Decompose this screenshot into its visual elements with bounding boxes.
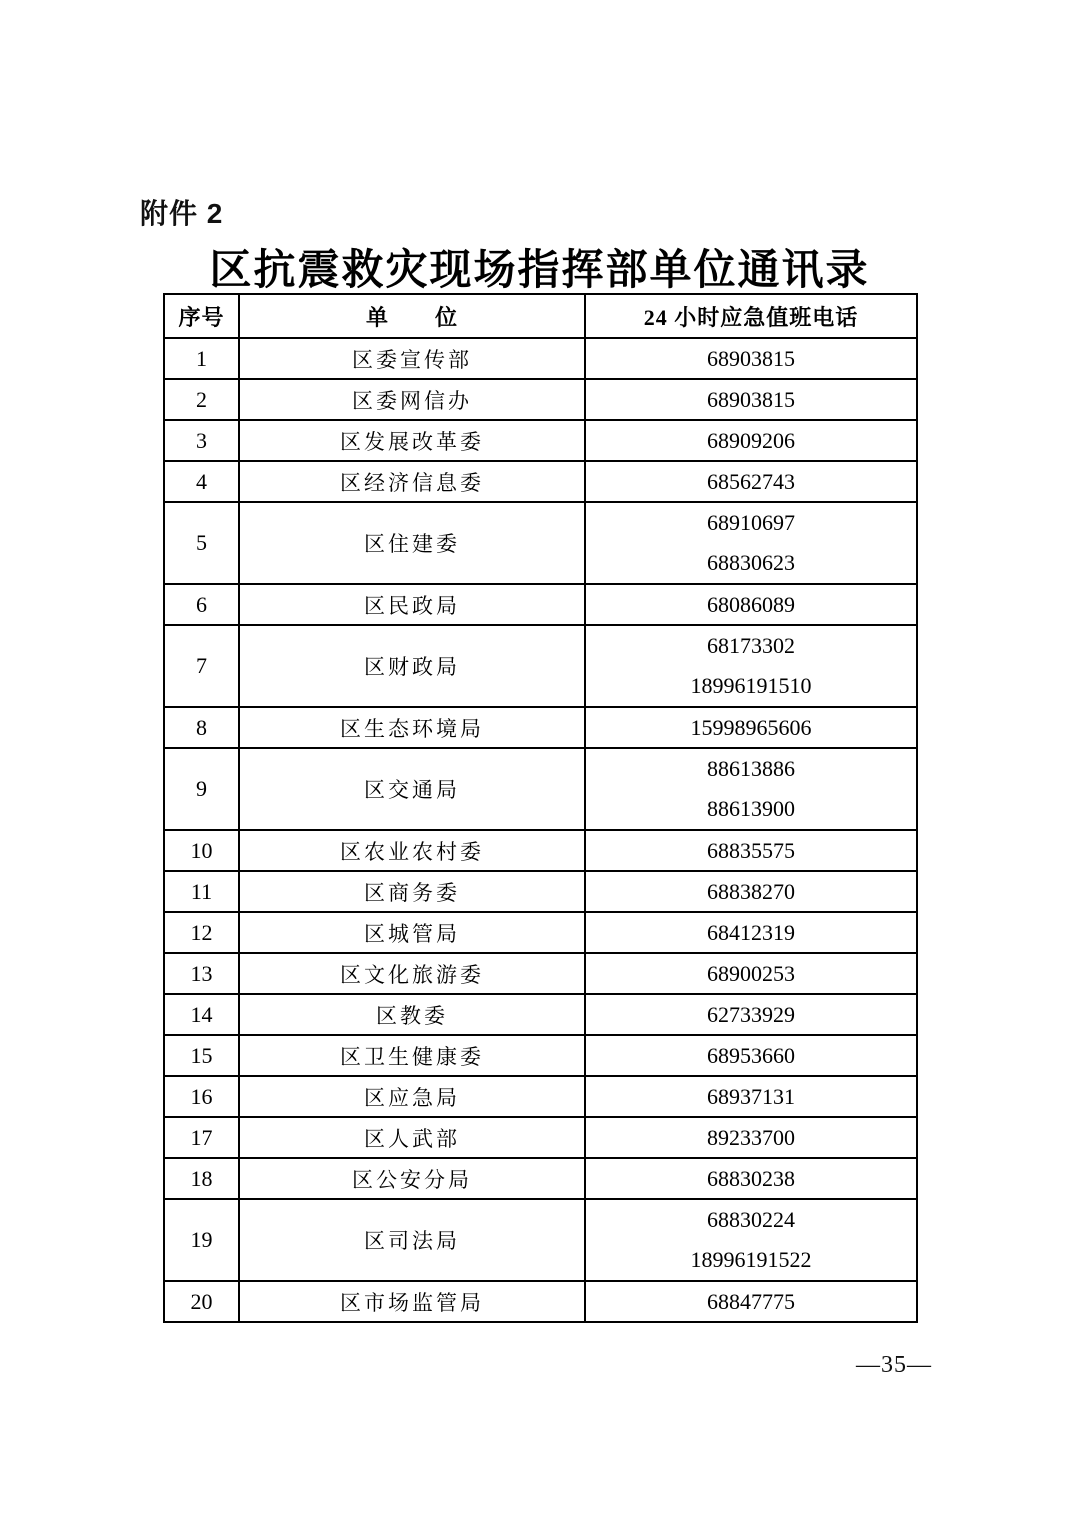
serial-number-cell: 12 bbox=[164, 912, 239, 953]
unit-name-cell: 区人武部 bbox=[239, 1117, 585, 1158]
phone-number: 68903815 bbox=[707, 346, 795, 371]
header-serial-number: 序号 bbox=[164, 294, 239, 338]
phone-number: 68900253 bbox=[707, 961, 795, 986]
unit-name-cell: 区公安分局 bbox=[239, 1158, 585, 1199]
serial-number-cell: 8 bbox=[164, 707, 239, 748]
unit-name-cell: 区委网信办 bbox=[239, 379, 585, 420]
table-row bbox=[164, 584, 917, 625]
phone-number: 68953660 bbox=[707, 1043, 795, 1068]
phone-number: 68086089 bbox=[707, 592, 795, 617]
table-row bbox=[164, 625, 917, 707]
table-row bbox=[164, 338, 917, 379]
serial-number-cell: 17 bbox=[164, 1117, 239, 1158]
unit-name-cell: 区发展改革委 bbox=[239, 420, 585, 461]
phone-cell bbox=[585, 502, 917, 584]
table-row bbox=[164, 1158, 917, 1199]
serial-number-cell: 11 bbox=[164, 871, 239, 912]
phone-cell bbox=[585, 379, 917, 420]
phone-number: 68835575 bbox=[707, 838, 795, 863]
phone-cell bbox=[585, 830, 917, 871]
unit-name-cell: 区生态环境局 bbox=[239, 707, 585, 748]
unit-name-cell: 区教委 bbox=[239, 994, 585, 1035]
unit-name-cell: 区民政局 bbox=[239, 584, 585, 625]
phone-number: 89233700 bbox=[707, 1125, 795, 1150]
unit-name-cell: 区司法局 bbox=[239, 1199, 585, 1281]
page-title: 区抗震救灾现场指挥部单位通讯录 bbox=[209, 248, 870, 294]
phone-cell bbox=[585, 1281, 917, 1322]
table-row bbox=[164, 871, 917, 912]
table-row bbox=[164, 420, 917, 461]
serial-number-cell: 7 bbox=[164, 625, 239, 707]
phone-number: 68937131 bbox=[707, 1084, 795, 1109]
unit-name-cell: 区住建委 bbox=[239, 502, 585, 584]
table-row bbox=[164, 707, 917, 748]
table-row bbox=[164, 1199, 917, 1281]
phone-number: 68903815 bbox=[707, 387, 795, 412]
phone-number: 68412319 bbox=[707, 920, 795, 945]
table-row bbox=[164, 461, 917, 502]
serial-number-cell: 3 bbox=[164, 420, 239, 461]
header-emergency-phone: 24 小时应急值班电话 bbox=[585, 294, 917, 338]
attachment-label: 附件 2 bbox=[140, 198, 224, 229]
page-number: —35— bbox=[856, 1352, 932, 1378]
table-row bbox=[164, 748, 917, 830]
table-row bbox=[164, 1281, 917, 1322]
serial-number-cell: 16 bbox=[164, 1076, 239, 1117]
phone-number: 18996191510 bbox=[690, 673, 812, 698]
contact-table bbox=[163, 293, 918, 1323]
phone-cell bbox=[585, 1199, 917, 1281]
unit-name-cell: 区市场监管局 bbox=[239, 1281, 585, 1322]
table-row bbox=[164, 830, 917, 871]
unit-name-cell: 区应急局 bbox=[239, 1076, 585, 1117]
unit-name-cell: 区委宣传部 bbox=[239, 338, 585, 379]
serial-number-cell: 2 bbox=[164, 379, 239, 420]
serial-number-cell: 13 bbox=[164, 953, 239, 994]
phone-number: 68830238 bbox=[707, 1166, 795, 1191]
table-row bbox=[164, 379, 917, 420]
serial-number-cell: 20 bbox=[164, 1281, 239, 1322]
phone-number: 68830224 bbox=[707, 1207, 795, 1232]
table-row bbox=[164, 912, 917, 953]
unit-name-cell: 区经济信息委 bbox=[239, 461, 585, 502]
serial-number-cell: 5 bbox=[164, 502, 239, 584]
serial-number-cell: 6 bbox=[164, 584, 239, 625]
unit-name-cell: 区交通局 bbox=[239, 748, 585, 830]
serial-number-cell: 9 bbox=[164, 748, 239, 830]
phone-cell bbox=[585, 912, 917, 953]
phone-number: 68173302 bbox=[707, 633, 795, 658]
phone-number: 68838270 bbox=[707, 879, 795, 904]
phone-cell bbox=[585, 461, 917, 502]
phone-number: 88613900 bbox=[707, 796, 795, 821]
table-row bbox=[164, 1117, 917, 1158]
unit-name-cell: 区文化旅游委 bbox=[239, 953, 585, 994]
phone-cell bbox=[585, 1117, 917, 1158]
phone-cell bbox=[585, 420, 917, 461]
table-row bbox=[164, 502, 917, 584]
phone-cell bbox=[585, 871, 917, 912]
unit-name-cell: 区城管局 bbox=[239, 912, 585, 953]
phone-cell bbox=[585, 1035, 917, 1076]
phone-cell bbox=[585, 748, 917, 830]
phone-number: 68847775 bbox=[707, 1289, 795, 1314]
phone-cell bbox=[585, 994, 917, 1035]
unit-name-cell: 区卫生健康委 bbox=[239, 1035, 585, 1076]
serial-number-cell: 18 bbox=[164, 1158, 239, 1199]
phone-cell bbox=[585, 584, 917, 625]
phone-number: 62733929 bbox=[707, 1002, 795, 1027]
phone-cell bbox=[585, 707, 917, 748]
table-header-row bbox=[164, 294, 917, 338]
header-unit: 单 位 bbox=[239, 294, 585, 338]
phone-cell bbox=[585, 953, 917, 994]
serial-number-cell: 1 bbox=[164, 338, 239, 379]
table-row bbox=[164, 994, 917, 1035]
phone-cell bbox=[585, 1158, 917, 1199]
table-row bbox=[164, 1076, 917, 1117]
phone-cell bbox=[585, 338, 917, 379]
phone-number: 68830623 bbox=[707, 550, 795, 575]
phone-number: 68910697 bbox=[707, 510, 795, 535]
phone-number: 68909206 bbox=[707, 428, 795, 453]
unit-name-cell: 区农业农村委 bbox=[239, 830, 585, 871]
phone-number: 88613886 bbox=[707, 756, 795, 781]
table-body bbox=[164, 338, 917, 1322]
table-row bbox=[164, 1035, 917, 1076]
serial-number-cell: 15 bbox=[164, 1035, 239, 1076]
phone-number: 15998965606 bbox=[690, 715, 812, 740]
phone-number: 18996191522 bbox=[690, 1247, 812, 1272]
table-row bbox=[164, 953, 917, 994]
unit-name-cell: 区财政局 bbox=[239, 625, 585, 707]
phone-cell bbox=[585, 1076, 917, 1117]
serial-number-cell: 19 bbox=[164, 1199, 239, 1281]
serial-number-cell: 10 bbox=[164, 830, 239, 871]
unit-name-cell: 区商务委 bbox=[239, 871, 585, 912]
phone-cell bbox=[585, 625, 917, 707]
serial-number-cell: 4 bbox=[164, 461, 239, 502]
phone-number: 68562743 bbox=[707, 469, 795, 494]
serial-number-cell: 14 bbox=[164, 994, 239, 1035]
